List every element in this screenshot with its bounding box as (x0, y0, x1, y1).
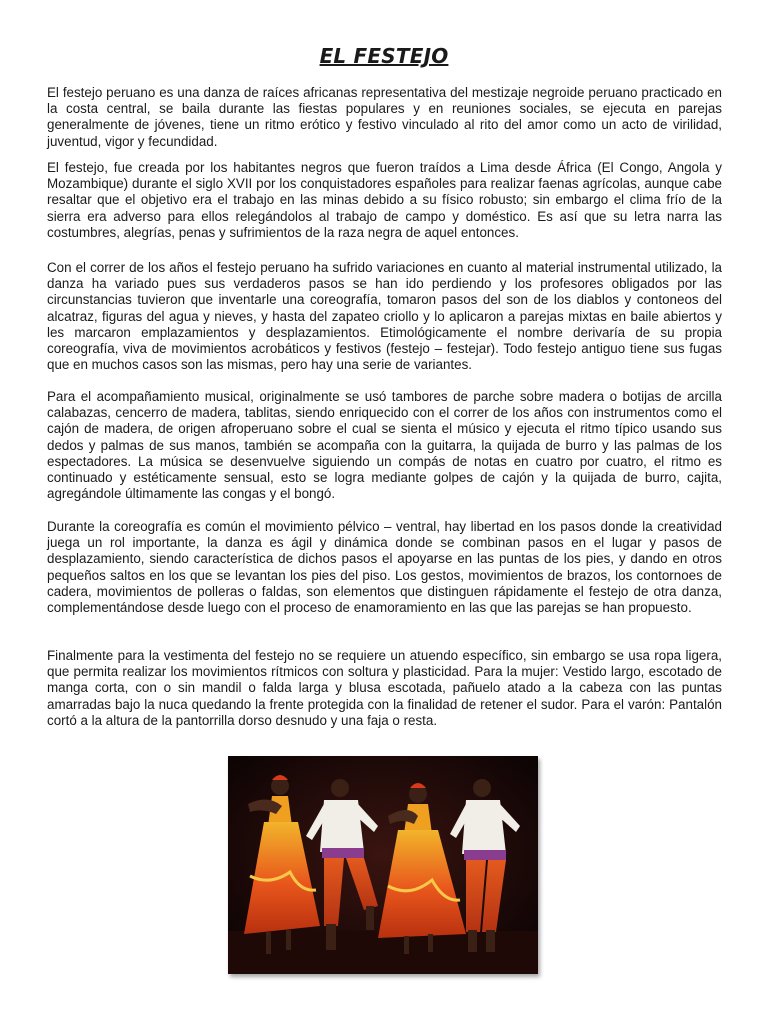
paragraph-evolution: Con el correr de los años el festejo peruano ha sufrido variaciones en cuanto al material instrumental utilizado, la danza ha variado pues sus verdaderos pasos se han ido perdiendo y los profesores obligados por las circunstancias tuvieron que inventarle una coreografía, tomaron pasos del son de los diablos y contoneos del alcatraz, figuras del agua y nieves, y hasta del zapateo criollo y lo aplicaron a parejas mixtas en baile abiertos y les marcaron emplazamientos y desplazamientos. Etimológicamente el nombre derivaría de su propia coreografía, viva de movimientos acrobáticos y festivos (festejo – festejar). Todo festejo antiguo tiene sus fugas que en muchos casos son las mismas, pero hay una serie de variantes. (47, 260, 722, 373)
paragraph-costume: Finalmente para la vestimenta del festejo no se requiere un atuendo específico, sin embargo se usa ropa ligera, que permita realizar los movimientos rítmicos con soltura y plasticidad. Para la mujer: Vestido largo, escotado de manga corta, con o sin mandil o falda larga y blusa escotada, pañuelo atado a la cabeza con las puntas amarradas bajo la nuca quedando la frente protegida con la finalidad de retener el sudor. Para el varón: Pantalón cortó a la altura de la pantorrilla dorso desnudo y una faja o resta. (47, 648, 722, 728)
paragraph-music: Para el acompañamiento musical, originalmente se usó tambores de parche sobre madera o botijas de arcilla calabazas, cencerro de madera, tablitas, siendo enriquecido con el correr de los años con instrumentos como el cajón de madera, de origen afroperuano sobre el cual se sienta el músico y ejecuta el ritmo típico usando sus dedos y palmas de sus manos, también se acompaña con la guitarra, la quijada de burro y las palmas de los espectadores. La música se desenvuelve siguiendo un compás de notas en cuatro por cuatro, el ritmo es continuado y estéticamente sensual, esto se logra mediante golpes de cajón y la quijada de burro, cajita, agregándole últimamente las congas y el bongó. (47, 389, 722, 502)
paragraph-intro: El festejo peruano es una danza de raíces africanas representativa del mestizaje negroide peruano practicado en la costa central, se baila durante las fiestas populares y en reuniones sociales, se ejecuta en parejas generalmente de jóvenes, tiene un ritmo erótico y festivo vinculado al rito del amor como un acto de virilidad, juventud, vigor y fecundidad. (47, 85, 722, 149)
paragraph-choreography: Durante la coreografía es común el movimiento pélvico – ventral, hay libertad en los pasos donde la creatividad juega un rol importante, la danza es ágil y dinámica donde se combinan pasos en el lugar y pasos de desplazamiento, siendo característica de dichos pasos el apoyarse en las puntas de los pies, y dando en otros pequeños saltos en los que se levantan los pies del piso. Los gestos, movimientos de brazos, los contornoes de cadera, movimientos de polleras o faldas, son elementos que distinguen rápidamente el festejo de otra danza, complementándose desde luego con el proceso de enamoramiento en las que las parejas se han propuesto. (47, 519, 722, 616)
dancers-photo (228, 756, 538, 974)
document-title: EL FESTEJO (319, 44, 449, 68)
paragraph-origin: El festejo, fue creada por los habitantes negros que fueron traídos a Lima desde África (El Congo, Angola y Mozambique) durante el siglo XVII por los conquistadores españoles para realizar faenas agrícolas, aunque cabe resaltar que el objetivo era el trabajo en las minas debido a su físico robusto; sin embargo el clima frío de la sierra era adverso para ellos relegándolos al trabajo de campo y doméstico. Es así que su letra narra las costumbres, alegrías, penas y sufrimientos de la raza negra de aquel entonces. (47, 160, 722, 240)
